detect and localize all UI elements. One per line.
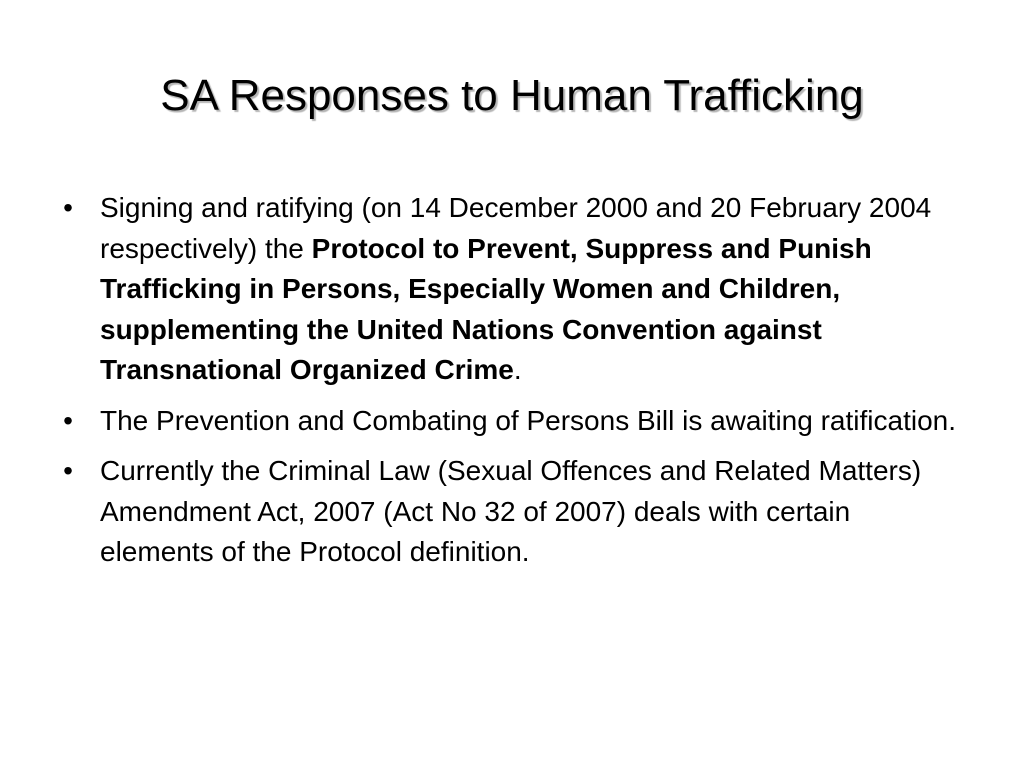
slide-title: SA Responses to Human Trafficking [160, 71, 864, 120]
bullet-icon: • [63, 455, 73, 486]
bullet-text-end: . [513, 354, 522, 385]
bullet-icon: • [63, 192, 73, 223]
bullet-text: Signing and ratifying (on 14 December 2000 and 20 February 2004 respectively) the [100, 192, 932, 264]
bullet-item-protocol [58, 188, 958, 391]
bullet-item-bill [58, 401, 958, 442]
protocol-name: Protocol to Prevent, Suppress and Punish Trafficking in Persons, Especially Women and Children, supplementing the United Nations Convention against Transnational Organized Crime [100, 232, 872, 385]
bullet-text: The Prevention and Combating of Persons Bill is awaiting ratification. [100, 404, 956, 436]
bullet-item-criminal-law [58, 451, 958, 573]
bullet-icon: • [63, 404, 73, 436]
bullet-list [58, 188, 958, 583]
bullet-text: Currently the Criminal Law (Sexual Offences and Related Matters) Amendment Act, 2007 (Act No 32 of 2007) deals with certain elements of the Protocol definition. [100, 455, 922, 567]
